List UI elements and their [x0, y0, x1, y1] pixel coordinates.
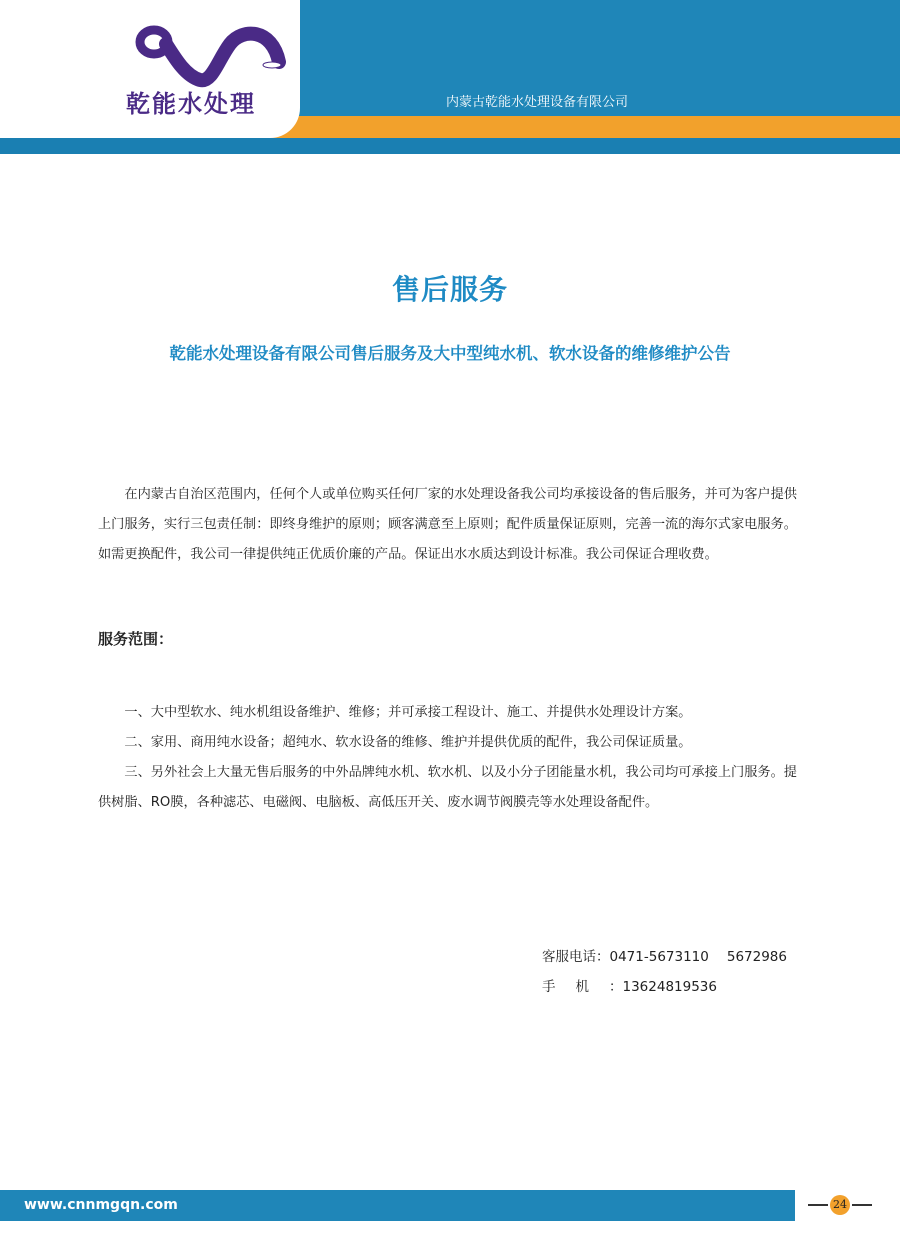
service-phone-1: 0471-5673110 — [609, 949, 709, 965]
service-phone-label: 客服电话： — [542, 949, 610, 965]
contact-block — [542, 942, 787, 1002]
scope-item: 三、另外社会上大量无售后服务的中外品牌纯水机、软水机、以及小分子团能量水机，我公司均可承接上门服务。提供树脂、RO膜，各种滤芯、电磁阀、电脑板、高低压开关、废水调节阀膜壳等水处理设备配件。 — [98, 765, 797, 810]
page-title: 售后服务 — [391, 273, 508, 306]
footer-url: www.cnnmgqn.com — [24, 1197, 178, 1213]
page-number-rule — [808, 1204, 828, 1206]
page-number-badge: 24 — [830, 1195, 850, 1215]
page-subtitle: 乾能水处理设备有限公司售后服务及大中型纯水机、软水设备的维修维护公告 — [169, 344, 731, 363]
mobile-number: 13624819536 — [622, 979, 717, 995]
mobile-colon: ： — [609, 979, 623, 995]
page-header — [0, 0, 900, 154]
scope-item: 一、大中型软水、纯水机组设备维护、维修；并可承接工程设计、施工、并提供水处理设计方案。 — [124, 705, 692, 720]
intro-paragraph: 在内蒙古自治区范围内，任何个人或单位购买任何厂家的水处理设备我公司均承接设备的售后服务，并可为客户提供上门服务，实行三包责任制：即终身维护的原则；顾客满意至上原则；配件质量保证原则，完善一流的海尔式家电服务。如需更换配件，我公司一律提供纯正优质价廉的产品。保证出水水质达到设计标准。我公司保证合理收费。 — [98, 487, 797, 562]
logo-chinese-text: 乾能水处理 — [126, 89, 256, 118]
page-number — [808, 1194, 872, 1216]
service-phone-2: 5672986 — [726, 949, 787, 965]
mobile-line — [542, 972, 787, 1002]
company-name: 内蒙古乾能水处理设备有限公司 — [446, 95, 629, 110]
scope-item: 二、家用、商用纯水设备；超纯水、软水设备的维修、维护并提供优质的配件，我公司保证质量。 — [124, 735, 692, 750]
page-number-rule — [852, 1204, 872, 1206]
header-blue-stripe — [0, 138, 900, 154]
scope-heading: 服务范围： — [98, 630, 174, 648]
mobile-label: 手机 — [542, 979, 609, 995]
scope-list — [98, 698, 800, 818]
logo-pinyin-text: QianNengShuiChuLi — [132, 117, 266, 133]
service-phone-line — [542, 942, 787, 972]
